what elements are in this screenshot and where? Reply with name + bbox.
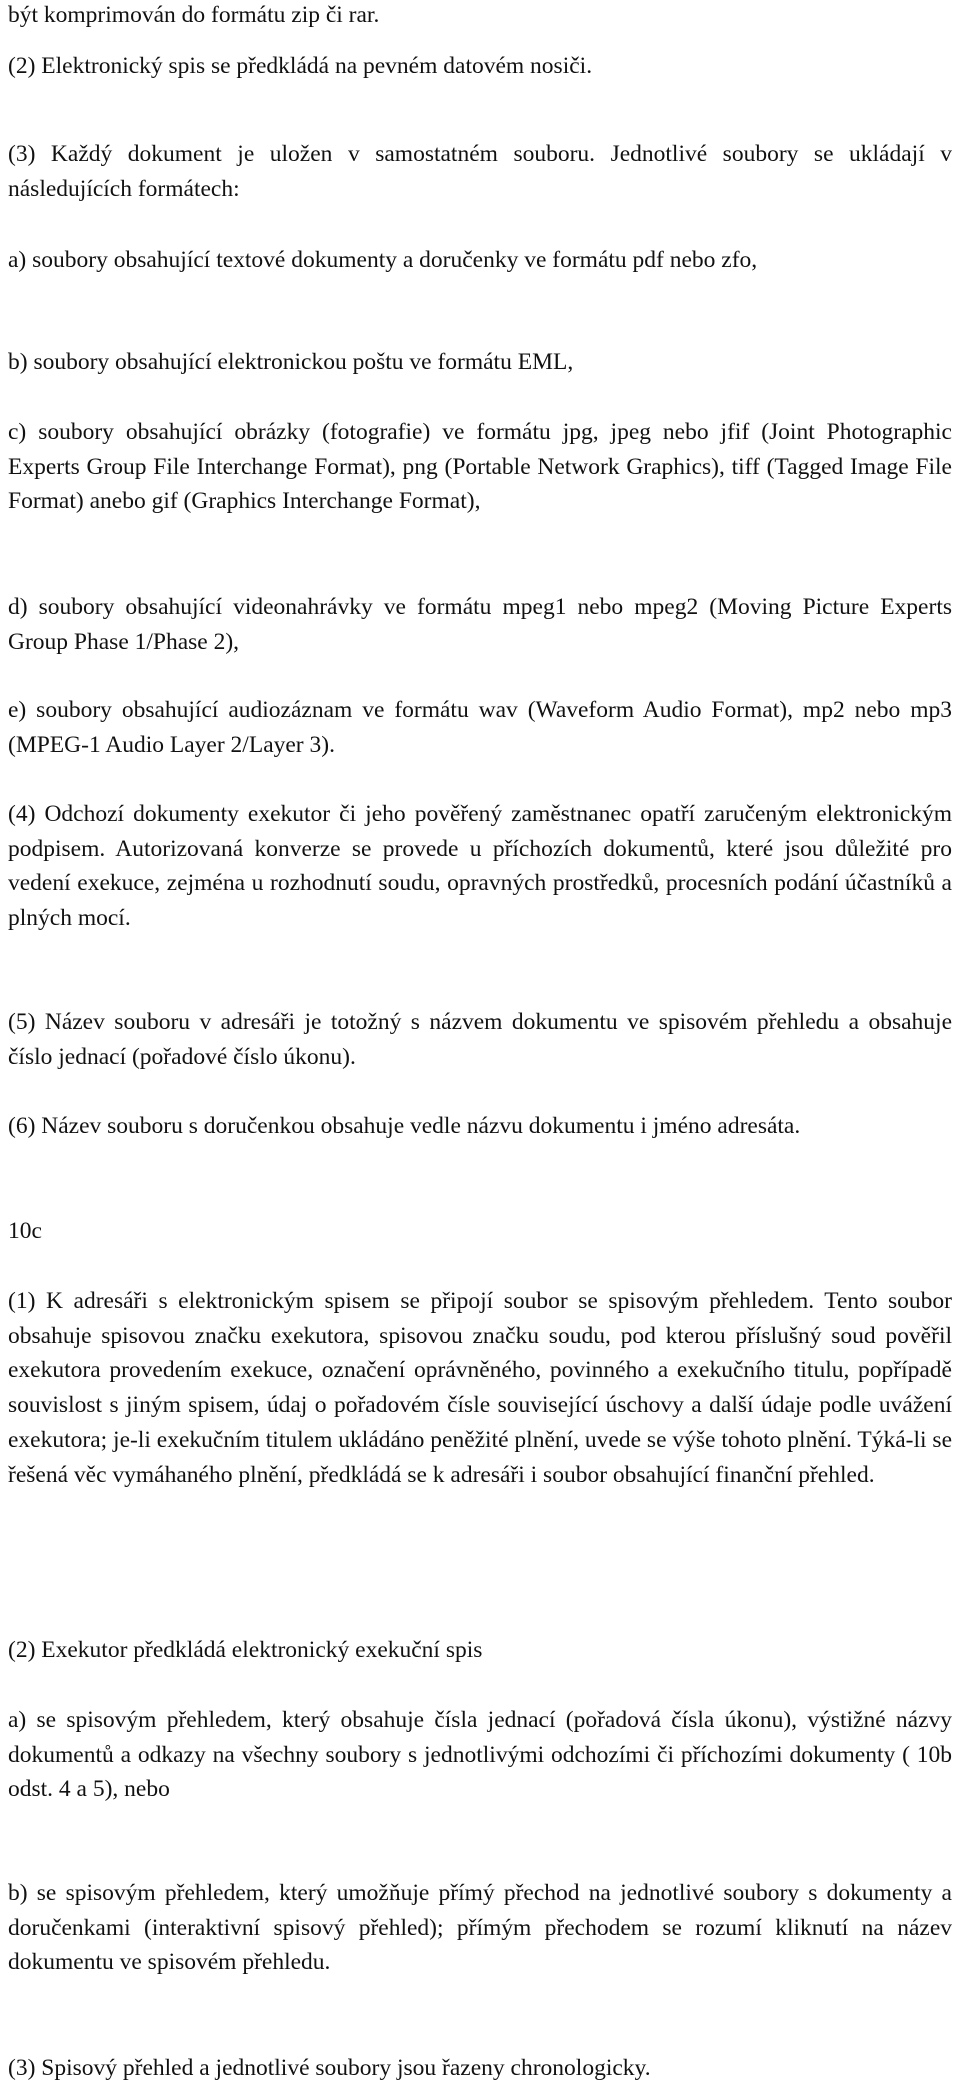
list-item-d: d) soubory obsahující videonahrávky ve formátu mpeg1 nebo mpeg2 (Moving Picture Experts Group Phase 1/Phase 2), — [8, 594, 952, 655]
list-item-c: c) soubory obsahující obrázky (fotografie) ve formátu jpg, jpeg nebo jfif (Joint Photographic Experts Group File Interchange Format), png (Portable Network Graphics), tiff (Tagged Image File Format) anebo gif (Graphics Interchange Format), — [8, 419, 952, 515]
list-item-a: a) soubory obsahující textové dokumenty a doručenky ve formátu pdf nebo zfo, — [8, 247, 758, 273]
paragraph-continuation: být komprimován do formátu zip či rar. — [8, 2, 380, 28]
list-item-b: b) soubory obsahující elektronickou poštu ve formátu EML, — [8, 349, 574, 375]
paragraph-4: (4) Odchozí dokumenty exekutor či jeho pověřený zaměstnanec opatří zaručeným elektronickým podpisem. Autorizovaná konverze se provede u příchozích dokumentů, které jsou důležité pro vedení exekuce, zejména u rozhodnutí soudu, opravných prostředků, procesních podání účastníků a plných mocí. — [8, 801, 952, 932]
paragraph-3: (3) Každý dokument je uložen v samostatném souboru. Jednotlivé soubory se ukládají v následujících formátech: — [8, 141, 952, 202]
paragraph-6: (6) Název souboru s doručenkou obsahuje vedle názvu dokumentu i jméno adresáta. — [8, 1113, 801, 1139]
section-paragraph-2: (2) Exekutor předkládá elektronický exekuční spis — [8, 1637, 483, 1663]
list-item-e: e) soubory obsahující audiozáznam ve formátu wav (Waveform Audio Format), mp2 nebo mp3 (MPEG-1 Audio Layer 2/Layer 3). — [8, 697, 952, 758]
section-list-item-a: a) se spisovým přehledem, který obsahuje čísla jednací (pořadová čísla úkonu), výstižné názvy dokumentů a odkazy na všechny soubory s jednotlivými odchozími či příchozími dokumenty ( 10b odst. 4 a 5), nebo — [8, 1707, 952, 1803]
section-paragraph-1: (1) K adresáři s elektronickým spisem se připojí soubor se spisovým přehledem. Tento soubor obsahuje spisovou značku exekutora, spisovou značku soudu, pod kterou příslušný soud pověřil exekutora provedením exekuce, označení oprávněného, povinného a exekučního titulu, popřípadě souvislost s jiným spisem, údaj o pořadovém čísle související úschovy a další údaje podle uvážení exekutora; je-li exekučním titulem ukládáno peněžité plnění, uvede se výše tohoto plnění. Týká-li se řešená věc vymáhaného plnění, předkládá se k adresáři i soubor obsahující finanční přehled. — [8, 1288, 952, 1488]
paragraph-5: (5) Název souboru v adresáři je totožný s názvem dokumentu ve spisovém přehledu a obsahuje číslo jednací (pořadové číslo úkonu). — [8, 1009, 952, 1070]
section-heading: 10c — [8, 1218, 42, 1244]
section-list-item-b: b) se spisovým přehledem, který umožňuje přímý přechod na jednotlivé soubory s dokumenty a doručenkami (interaktivní spisový přehled); přímým přechodem se rozumí kliknutí na název dokumentu ve spisovém přehledu. — [8, 1880, 952, 1976]
paragraph-2: (2) Elektronický spis se předkládá na pevném datovém nosiči. — [8, 53, 593, 79]
section-paragraph-3: (3) Spisový přehled a jednotlivé soubory jsou řazeny chronologicky. — [8, 2055, 651, 2081]
